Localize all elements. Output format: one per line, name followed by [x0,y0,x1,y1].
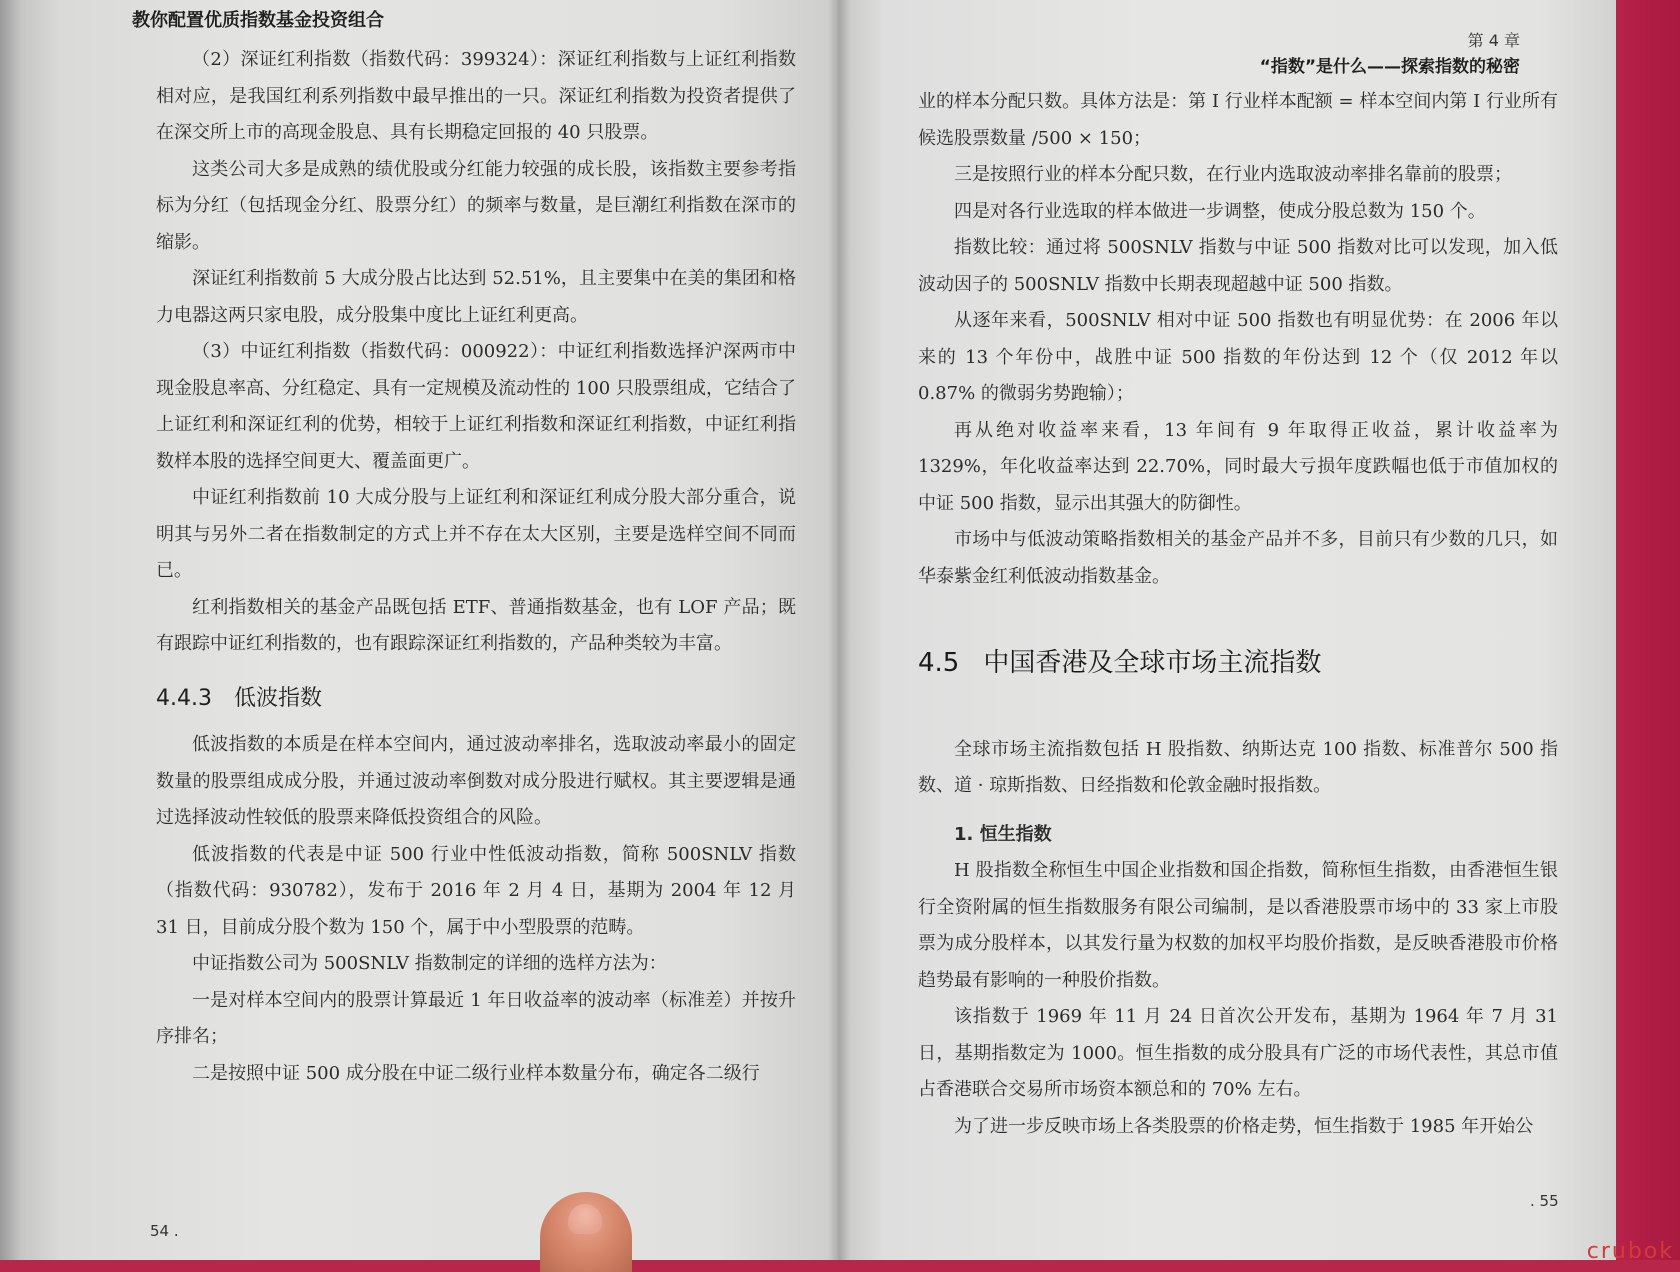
page-number-right: . 55 [1530,1192,1559,1210]
paragraph: 低波指数的代表是中证 500 行业中性低波动指数，简称 500SNLV 指数（指数代码：930782），发布于 2016 年 2 月 4 日，基期为 2004 年 12 月 31 日，目前成分股个数为 150 个，属于中小型股票的范畴。 [156,843,796,938]
paragraph: 红利指数相关的基金产品既包括 ETF、普通指数基金，也有 LOF 产品；既有跟踪中证红利指数的，也有跟踪深证红利指数的，产品种类较为丰富。 [156,596,796,654]
paragraph: 三是按照行业的样本分配只数，在行业内选取波动率排名靠前的股票； [954,164,1512,185]
section-title: 低波指数 [233,685,322,711]
paragraph-continued: 业的样本分配只数。具体方法是：第 I 行业样本配额 = 样本空间内第 I 行业所有候选股票数量 /500 × 150； [918,91,1558,149]
watermark: crubok [1586,1239,1674,1264]
paragraph: 这类公司大多是成熟的绩优股或分红能力较强的成长股，该指数主要参考指标为分红（包括现金分红、股票分红）的频率与数量，是巨潮红利指数在深市的缩影。 [156,158,796,253]
section-number: 4.4.3 [156,685,212,711]
right-running-title: “指数”是什么——探索指数的秘密 [1259,57,1520,77]
left-text-column [156,42,796,1092]
paragraph: 指数比较：通过将 500SNLV 指数与中证 500 指数对比可以发现，加入低波动因子的 500SNLV 指数中长期表现超越中证 500 指数。 [918,237,1558,295]
section-heading [156,681,796,718]
left-running-title: 教你配置优质指数基金投资组合 [132,10,384,31]
section-heading [918,645,1558,682]
book-gutter [828,0,850,1260]
paragraph: 四是对各行业选取的样本做进一步调整，使成分股总数为 150 个。 [954,200,1486,222]
section-title: 中国香港及全球市场主流指数 [983,648,1322,678]
paragraph: 为了进一步反映市场上各类股票的价格走势，恒生指数于 1985 年开始公 [954,1115,1534,1137]
paragraph: 深证红利指数前 5 大成分股占比达到 52.51%，且主要集中在美的集团和格力电器这两只家电股，成分股集中度比上证红利更高。 [156,268,796,326]
paragraph: 中证红利指数前 10 大成分股与上证红利和深证红利成分股大部分重合，说明其与另外二者在指数制定的方式上并不存在太大区别，主要是选样空间不同而已。 [156,487,796,581]
right-text-column [918,84,1558,1145]
paragraph: H 股指数全称恒生中国企业指数和国企指数，简称恒生指数，由香港恒生银行全资附属的恒生指数服务有限公司编制，是以香港股票市场中的 33 家上市股票为成分股样本，以其发行量为权数的加权平均股价指数，是反映香港股市价格趋势最有影响的一种股价指数。 [918,860,1558,991]
paragraph: 中证指数公司为 500SNLV 指数制定的详细的选样方法为： [192,953,667,974]
open-book [28,0,1616,1260]
chapter-label: 第 4 章 [1467,31,1520,50]
paragraph: （3）中证红利指数（指数代码：000922）：中证红利指数选择沪深两市中现金股息率高、分红稳定、具有一定规模及流动性的 100 只股票组成，它结合了上证红利和深证红利的优势，相较于上证红利指数和深证红利指数，中证红利指数样本股的选择空间更大、覆盖面更广。 [156,341,796,472]
fingernail-image [568,1204,602,1234]
paragraph: 二是按照中证 500 成分股在中证二级行业样本数量分布，确定各二级行 [192,1062,760,1084]
paragraph: 全球市场主流指数包括 H 股指数、纳斯达克 100 指数、标准普尔 500 指数、道 · 琼斯指数、日经指数和伦敦金融时报指数。 [918,738,1558,796]
left-page [28,0,838,1260]
paragraph: （2）深证红利指数（指数代码：399324）：深证红利指数与上证红利指数相对应，是我国红利系列指数中最早推出的一只。深证红利指数为投资者提供了在深交所上市的高现金股息、具有长期稳定回报的 40 只股票。 [156,49,796,143]
paragraph: 低波指数的本质是在样本空间内，通过波动率排名，选取波动率最小的固定数量的股票组成成分股，并通过波动率倒数对成分股进行赋权。其主要逻辑是通过选择波动性较低的股票来降低投资组合的风险。 [156,734,796,828]
paragraph: 一是对样本空间内的股票计算最近 1 年日收益率的波动率（标准差）并按升序排名； [156,989,796,1047]
paragraph: 该指数于 1969 年 11 月 24 日首次公开发布，基期为 1964 年 7 月 31 日，基期指数定为 1000。恒生指数的成分股具有广泛的市场代表性，其总市值占香港联合交易所市场资本额总和的 70% 左右。 [918,1006,1558,1100]
paragraph: 再从绝对收益率来看，13 年间有 9 年取得正收益，累计收益率为 1329%，年化收益率达到 22.70%，同时最大亏损年度跌幅也低于市值加权的中证 500 指数，显示出其强大的防御性。 [918,419,1558,514]
section-number: 4.5 [918,648,960,678]
sub-heading: 1. 恒生指数 [954,823,1052,845]
paragraph: 从逐年来看，500SNLV 相对中证 500 指数也有明显优势：在 2006 年以来的 13 个年份中，战胜中证 500 指数的年份达到 12 个（仅 2012 年以 0.87% 的微弱劣势跑输）； [918,310,1558,404]
page-number-left: 54 . [150,1222,179,1240]
paragraph: 市场中与低波动策略指数相关的基金产品并不多，目前只有少数的几只，如华泰紫金红利低波动指数基金。 [918,529,1558,587]
right-page [838,0,1616,1260]
